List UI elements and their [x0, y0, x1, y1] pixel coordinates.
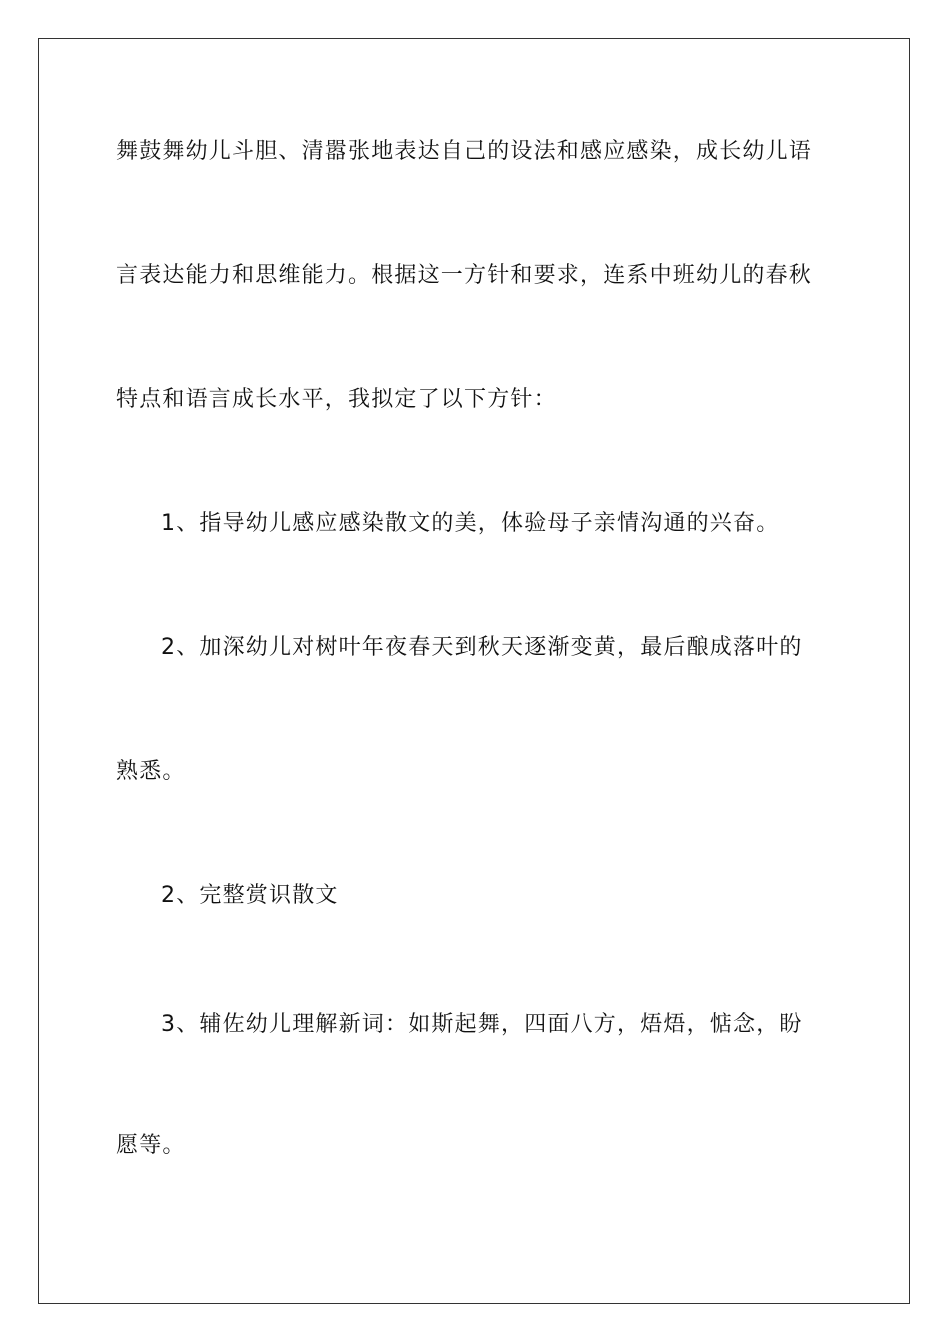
paragraph-line-3: 特点和语言成长水平，我拟定了以下方针：: [116, 387, 557, 412]
goal-item-2b: 2、完整赏识散文: [161, 883, 339, 908]
goal-item-2-continued: 熟悉。: [116, 759, 186, 784]
goal-item-1: 1、指导幼儿感应感染散文的美，体验母子亲情沟通的兴奋。: [161, 511, 780, 536]
paragraph-line-1: 舞鼓舞幼儿斗胆、清嚣张地表达自己的设法和感应感染，成长幼儿语: [116, 139, 813, 164]
goal-item-2: 2、加深幼儿对树叶年夜春天到秋天逐渐变黄，最后酿成落叶的: [161, 635, 803, 660]
goal-item-3-continued: 愿等。: [116, 1133, 186, 1158]
goal-item-3: 3、辅佐幼儿理解新词：如斯起舞，四面八方，焐焐，惦念，盼: [161, 1012, 803, 1037]
page-border: [38, 38, 910, 1304]
paragraph-line-2: 言表达能力和思维能力。根据这一方针和要求，连系中班幼儿的春秋: [116, 263, 813, 288]
